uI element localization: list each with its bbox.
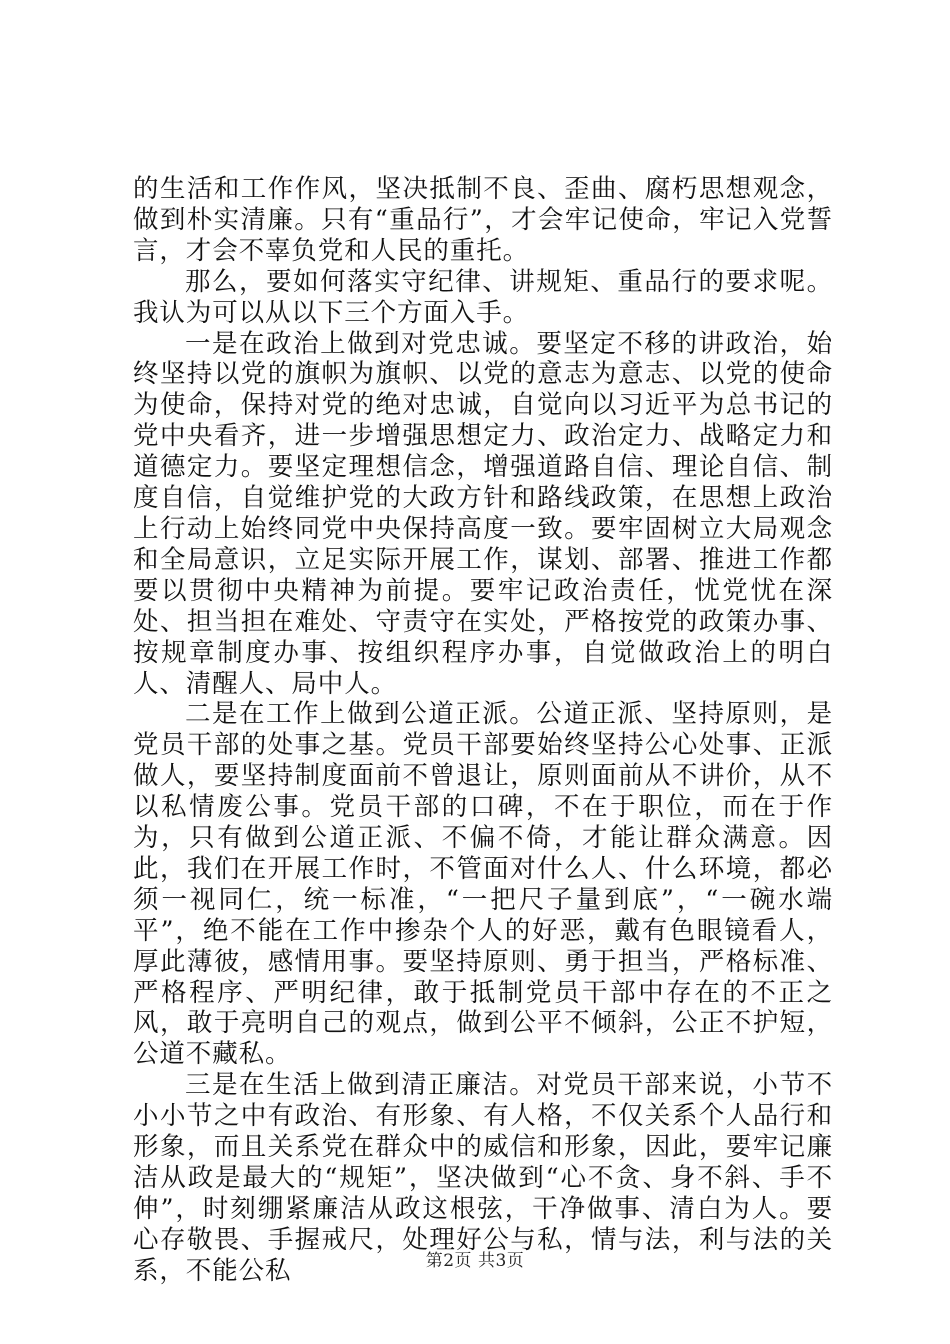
paragraph-continuation: 的生活和工作作风，坚决抵制不良、歪曲、腐朽思想观念，做到朴实清廉。只有“重品行”，才会牢记使命，牢记入党誓言，才会不辜负党和人民的重托。 [133, 174, 833, 266]
paragraph-point-two: 二是在工作上做到公道正派。公道正派、坚持原则，是党员干部的处事之基。党员干部要始终坚持公心处事、正派做人，要坚持制度面前不曾退让，原则面前从不讲价，从不以私情废公事。党员干部的口碑，不在于职位，而在于作为，只有做到公道正派、不偏不倚，才能让群众满意。因此，我们在开展工作时，不管面对什么人、什么环境，都必须一视同仁，统一标准，“一把尺子量到底”，“一碗水端平”，绝不能在工作中掺杂个人的好恶，戴有色眼镜看人，厚此薄彼，感情用事。要坚持原则、勇于担当，严格标准、严格程序、严明纪律，敢于抵制党员干部中存在的不正之风，敢于亮明自己的观点，做到公平不倾斜，公正不护短，公道不藏私。 [133, 699, 833, 1070]
paragraph-intro-question: 那么，要如何落实守纪律、讲规矩、重品行的要求呢。我认为可以从以下三个方面入手。 [133, 266, 833, 328]
paragraph-point-one: 一是在政治上做到对党忠诚。要坚定不移的讲政治，始终坚持以党的旗帜为旗帜、以党的意志为意志、以党的使命为使命，保持对党的绝对忠诚，自觉向以习近平为总书记的党中央看齐，进一步增强思想定力、政治定力、战略定力和道德定力。要坚定理想信念，增强道路自信、理论自信、制度自信，自觉维护党的大政方针和路线政策，在思想上政治上行动上始终同党中央保持高度一致。要牢固树立大局观念和全局意识，立足实际开展工作，谋划、部署、推进工作都要以贯彻中央精神为前提。要牢记政治责任，忧党忧在深处、担当担在难处、守责守在实处，严格按党的政策办事、按规章制度办事、按组织程序办事，自觉做政治上的明白人、清醒人、局中人。 [133, 328, 833, 699]
paragraph-point-three: 三是在生活上做到清正廉洁。对党员干部来说，小节不小小节之中有政治、有形象、有人格，不仅关系个人品行和形象，而且关系党在群众中的威信和形象，因此，要牢记廉洁从政是最大的“规矩”，坚决做到“心不贪、身不斜、手不伸”，时刻绷紧廉洁从政这根弦，干净做事、清白为人。要心存敬畏、手握戒尺，处理好公与私，情与法，利与法的关系，不能公私 [133, 1070, 833, 1286]
page-number-footer: 第2页 共3页 [425, 1251, 525, 1271]
document-body [133, 174, 833, 1287]
